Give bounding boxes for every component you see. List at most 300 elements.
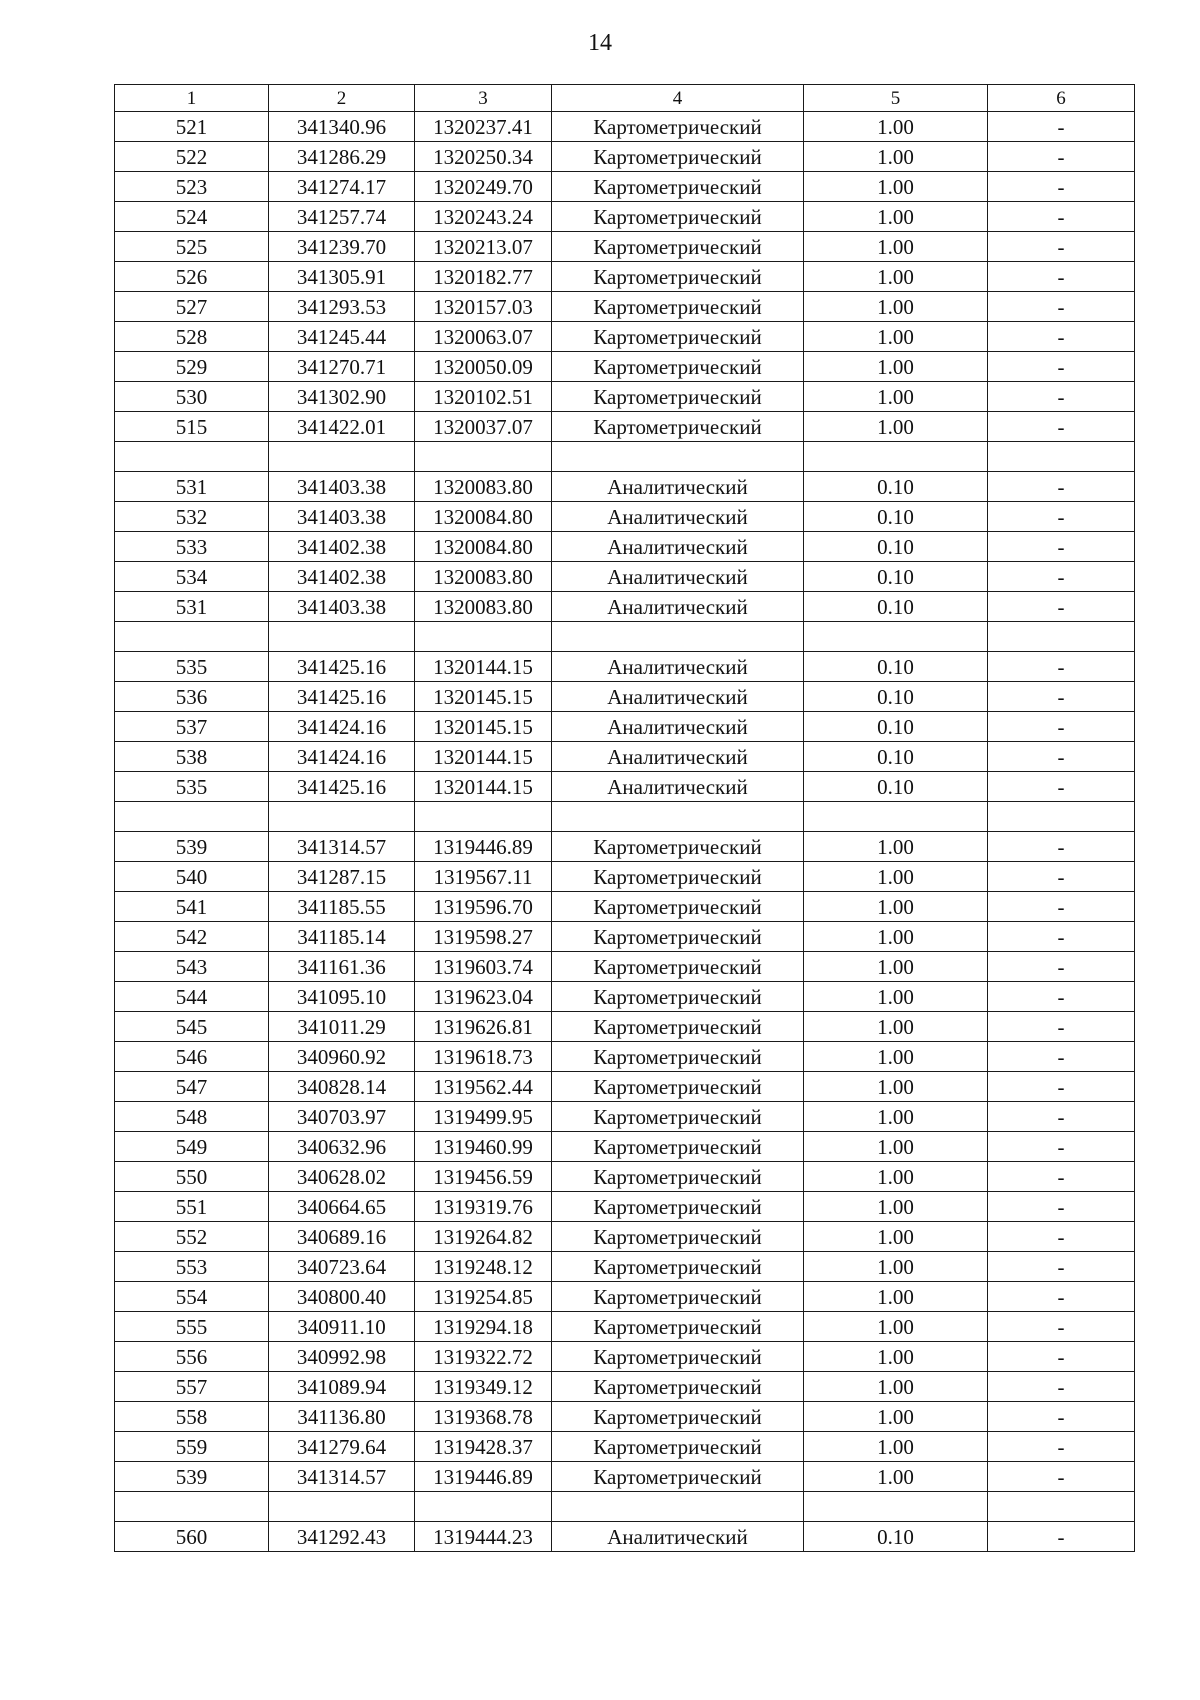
note-cell: - <box>988 1282 1135 1312</box>
point-number-cell: 535 <box>115 772 269 802</box>
method-cell: Картометрический <box>552 1222 804 1252</box>
method-cell: Картометрический <box>552 412 804 442</box>
point-number-cell: 522 <box>115 142 269 172</box>
table-row <box>115 1432 1135 1462</box>
method-cell: Картометрический <box>552 952 804 982</box>
empty-cell <box>115 1492 269 1522</box>
method-cell: Картометрический <box>552 1132 804 1162</box>
x-coordinate-cell: 341403.38 <box>269 592 415 622</box>
note-cell: - <box>988 742 1135 772</box>
x-coordinate-cell: 341287.15 <box>269 862 415 892</box>
table-row <box>115 652 1135 682</box>
point-number-cell: 540 <box>115 862 269 892</box>
point-number-cell: 541 <box>115 892 269 922</box>
method-cell: Картометрический <box>552 292 804 322</box>
point-number-cell: 550 <box>115 1162 269 1192</box>
empty-cell <box>804 802 988 832</box>
note-cell: - <box>988 1462 1135 1492</box>
note-cell: - <box>988 202 1135 232</box>
table-row <box>115 712 1135 742</box>
table-row <box>115 1222 1135 1252</box>
empty-cell <box>415 622 552 652</box>
method-cell: Аналитический <box>552 502 804 532</box>
x-coordinate-cell: 341095.10 <box>269 982 415 1012</box>
note-cell: - <box>988 1222 1135 1252</box>
y-coordinate-cell: 1320083.80 <box>415 472 552 502</box>
y-coordinate-cell: 1319626.81 <box>415 1012 552 1042</box>
note-cell: - <box>988 352 1135 382</box>
y-coordinate-cell: 1319446.89 <box>415 1462 552 1492</box>
method-cell: Аналитический <box>552 712 804 742</box>
method-cell: Картометрический <box>552 382 804 412</box>
note-cell: - <box>988 832 1135 862</box>
x-coordinate-cell: 341425.16 <box>269 652 415 682</box>
empty-cell <box>552 622 804 652</box>
method-cell: Аналитический <box>552 682 804 712</box>
point-number-cell: 545 <box>115 1012 269 1042</box>
y-coordinate-cell: 1320083.80 <box>415 562 552 592</box>
note-cell: - <box>988 1042 1135 1072</box>
method-cell: Картометрический <box>552 1252 804 1282</box>
empty-cell <box>415 1492 552 1522</box>
method-cell: Картометрический <box>552 862 804 892</box>
method-cell: Аналитический <box>552 742 804 772</box>
x-coordinate-cell: 341305.91 <box>269 262 415 292</box>
x-coordinate-cell: 341279.64 <box>269 1432 415 1462</box>
point-number-cell: 524 <box>115 202 269 232</box>
point-number-cell: 539 <box>115 832 269 862</box>
table-row <box>115 1132 1135 1162</box>
accuracy-cell: 1.00 <box>804 862 988 892</box>
table-row <box>115 1342 1135 1372</box>
method-cell: Картометрический <box>552 1192 804 1222</box>
y-coordinate-cell: 1320037.07 <box>415 412 552 442</box>
empty-cell <box>115 622 269 652</box>
table-row <box>115 1192 1135 1222</box>
empty-cell <box>804 442 988 472</box>
note-cell: - <box>988 112 1135 142</box>
table-spacer-row <box>115 622 1135 652</box>
accuracy-cell: 1.00 <box>804 1312 988 1342</box>
accuracy-cell: 1.00 <box>804 1282 988 1312</box>
x-coordinate-cell: 341403.38 <box>269 472 415 502</box>
y-coordinate-cell: 1320157.03 <box>415 292 552 322</box>
table-row <box>115 1072 1135 1102</box>
method-cell: Картометрический <box>552 1102 804 1132</box>
note-cell: - <box>988 1432 1135 1462</box>
x-coordinate-cell: 340800.40 <box>269 1282 415 1312</box>
table-row <box>115 952 1135 982</box>
y-coordinate-cell: 1319603.74 <box>415 952 552 982</box>
point-number-cell: 551 <box>115 1192 269 1222</box>
accuracy-cell: 1.00 <box>804 292 988 322</box>
x-coordinate-cell: 341257.74 <box>269 202 415 232</box>
table-row <box>115 562 1135 592</box>
column-header-2: 2 <box>269 85 415 112</box>
accuracy-cell: 1.00 <box>804 1042 988 1072</box>
accuracy-cell: 0.10 <box>804 682 988 712</box>
x-coordinate-cell: 341422.01 <box>269 412 415 442</box>
table-row <box>115 1042 1135 1072</box>
empty-cell <box>269 802 415 832</box>
method-cell: Аналитический <box>552 1522 804 1552</box>
accuracy-cell: 1.00 <box>804 1072 988 1102</box>
column-header-3: 3 <box>415 85 552 112</box>
point-number-cell: 549 <box>115 1132 269 1162</box>
point-number-cell: 543 <box>115 952 269 982</box>
note-cell: - <box>988 1132 1135 1162</box>
y-coordinate-cell: 1320083.80 <box>415 592 552 622</box>
method-cell: Аналитический <box>552 472 804 502</box>
y-coordinate-cell: 1320145.15 <box>415 682 552 712</box>
note-cell: - <box>988 232 1135 262</box>
note-cell: - <box>988 412 1135 442</box>
method-cell: Картометрический <box>552 1462 804 1492</box>
table-row <box>115 142 1135 172</box>
point-number-cell: 544 <box>115 982 269 1012</box>
x-coordinate-cell: 341402.38 <box>269 562 415 592</box>
table-row <box>115 1402 1135 1432</box>
y-coordinate-cell: 1320145.15 <box>415 712 552 742</box>
method-cell: Картометрический <box>552 1312 804 1342</box>
empty-cell <box>115 442 269 472</box>
method-cell: Картометрический <box>552 892 804 922</box>
accuracy-cell: 0.10 <box>804 772 988 802</box>
table-spacer-row <box>115 1492 1135 1522</box>
x-coordinate-cell: 340723.64 <box>269 1252 415 1282</box>
note-cell: - <box>988 172 1135 202</box>
empty-cell <box>804 622 988 652</box>
table-row <box>115 892 1135 922</box>
point-number-cell: 548 <box>115 1102 269 1132</box>
y-coordinate-cell: 1319368.78 <box>415 1402 552 1432</box>
empty-cell <box>415 802 552 832</box>
method-cell: Картометрический <box>552 1282 804 1312</box>
table-row <box>115 292 1135 322</box>
table-row <box>115 1162 1135 1192</box>
y-coordinate-cell: 1319623.04 <box>415 982 552 1012</box>
empty-cell <box>269 1492 415 1522</box>
accuracy-cell: 1.00 <box>804 1462 988 1492</box>
page-number: 14 <box>588 30 612 56</box>
x-coordinate-cell: 340703.97 <box>269 1102 415 1132</box>
accuracy-cell: 1.00 <box>804 832 988 862</box>
note-cell: - <box>988 712 1135 742</box>
point-number-cell: 531 <box>115 592 269 622</box>
note-cell: - <box>988 982 1135 1012</box>
point-number-cell: 556 <box>115 1342 269 1372</box>
table-row <box>115 472 1135 502</box>
note-cell: - <box>988 1192 1135 1222</box>
x-coordinate-cell: 341424.16 <box>269 742 415 772</box>
x-coordinate-cell: 340960.92 <box>269 1042 415 1072</box>
x-coordinate-cell: 341286.29 <box>269 142 415 172</box>
method-cell: Картометрический <box>552 1042 804 1072</box>
accuracy-cell: 1.00 <box>804 1102 988 1132</box>
accuracy-cell: 1.00 <box>804 1252 988 1282</box>
table-row <box>115 172 1135 202</box>
note-cell: - <box>988 292 1135 322</box>
y-coordinate-cell: 1320102.51 <box>415 382 552 412</box>
x-coordinate-cell: 341292.43 <box>269 1522 415 1552</box>
y-coordinate-cell: 1319264.82 <box>415 1222 552 1252</box>
y-coordinate-cell: 1319567.11 <box>415 862 552 892</box>
method-cell: Картометрический <box>552 202 804 232</box>
note-cell: - <box>988 262 1135 292</box>
method-cell: Аналитический <box>552 562 804 592</box>
y-coordinate-cell: 1319598.27 <box>415 922 552 952</box>
table-spacer-row <box>115 442 1135 472</box>
y-coordinate-cell: 1319618.73 <box>415 1042 552 1072</box>
y-coordinate-cell: 1319562.44 <box>415 1072 552 1102</box>
table-row <box>115 532 1135 562</box>
header-row <box>115 85 1135 112</box>
note-cell: - <box>988 1522 1135 1552</box>
empty-cell <box>269 622 415 652</box>
note-cell: - <box>988 952 1135 982</box>
point-number-cell: 537 <box>115 712 269 742</box>
accuracy-cell: 1.00 <box>804 322 988 352</box>
accuracy-cell: 1.00 <box>804 1162 988 1192</box>
point-number-cell: 536 <box>115 682 269 712</box>
point-number-cell: 560 <box>115 1522 269 1552</box>
x-coordinate-cell: 341402.38 <box>269 532 415 562</box>
note-cell: - <box>988 862 1135 892</box>
accuracy-cell: 1.00 <box>804 1402 988 1432</box>
accuracy-cell: 0.10 <box>804 1522 988 1552</box>
method-cell: Картометрический <box>552 1012 804 1042</box>
y-coordinate-cell: 1319349.12 <box>415 1372 552 1402</box>
accuracy-cell: 0.10 <box>804 532 988 562</box>
y-coordinate-cell: 1320084.80 <box>415 532 552 562</box>
table-row <box>115 502 1135 532</box>
empty-cell <box>269 442 415 472</box>
x-coordinate-cell: 340664.65 <box>269 1192 415 1222</box>
accuracy-cell: 1.00 <box>804 232 988 262</box>
table-row <box>115 1312 1135 1342</box>
accuracy-cell: 1.00 <box>804 952 988 982</box>
table-row <box>115 922 1135 952</box>
method-cell: Картометрический <box>552 322 804 352</box>
point-number-cell: 523 <box>115 172 269 202</box>
table-row <box>115 382 1135 412</box>
note-cell: - <box>988 322 1135 352</box>
accuracy-cell: 1.00 <box>804 262 988 292</box>
empty-cell <box>988 1492 1135 1522</box>
table-row <box>115 832 1135 862</box>
point-number-cell: 555 <box>115 1312 269 1342</box>
x-coordinate-cell: 341424.16 <box>269 712 415 742</box>
method-cell: Картометрический <box>552 262 804 292</box>
table-row <box>115 1282 1135 1312</box>
note-cell: - <box>988 562 1135 592</box>
note-cell: - <box>988 1342 1135 1372</box>
x-coordinate-cell: 341274.17 <box>269 172 415 202</box>
x-coordinate-cell: 341185.14 <box>269 922 415 952</box>
empty-cell <box>804 1492 988 1522</box>
empty-cell <box>988 622 1135 652</box>
note-cell: - <box>988 772 1135 802</box>
note-cell: - <box>988 1072 1135 1102</box>
table-row <box>115 592 1135 622</box>
accuracy-cell: 0.10 <box>804 502 988 532</box>
point-number-cell: 533 <box>115 532 269 562</box>
x-coordinate-cell: 341403.38 <box>269 502 415 532</box>
accuracy-cell: 0.10 <box>804 472 988 502</box>
empty-cell <box>415 442 552 472</box>
point-number-cell: 532 <box>115 502 269 532</box>
empty-cell <box>552 1492 804 1522</box>
x-coordinate-cell: 341293.53 <box>269 292 415 322</box>
y-coordinate-cell: 1320063.07 <box>415 322 552 352</box>
note-cell: - <box>988 472 1135 502</box>
point-number-cell: 525 <box>115 232 269 262</box>
point-number-cell: 554 <box>115 1282 269 1312</box>
note-cell: - <box>988 682 1135 712</box>
y-coordinate-cell: 1319319.76 <box>415 1192 552 1222</box>
y-coordinate-cell: 1319248.12 <box>415 1252 552 1282</box>
point-number-cell: 535 <box>115 652 269 682</box>
empty-cell <box>988 442 1135 472</box>
note-cell: - <box>988 1012 1135 1042</box>
point-number-cell: 528 <box>115 322 269 352</box>
y-coordinate-cell: 1319254.85 <box>415 1282 552 1312</box>
x-coordinate-cell: 341425.16 <box>269 682 415 712</box>
column-header-6: 6 <box>988 85 1135 112</box>
method-cell: Аналитический <box>552 772 804 802</box>
note-cell: - <box>988 592 1135 622</box>
y-coordinate-cell: 1319294.18 <box>415 1312 552 1342</box>
point-number-cell: 538 <box>115 742 269 772</box>
empty-cell <box>552 442 804 472</box>
note-cell: - <box>988 892 1135 922</box>
method-cell: Аналитический <box>552 592 804 622</box>
accuracy-cell: 1.00 <box>804 892 988 922</box>
accuracy-cell: 1.00 <box>804 142 988 172</box>
method-cell: Картометрический <box>552 1402 804 1432</box>
accuracy-cell: 1.00 <box>804 1012 988 1042</box>
y-coordinate-cell: 1320243.24 <box>415 202 552 232</box>
accuracy-cell: 0.10 <box>804 652 988 682</box>
accuracy-cell: 1.00 <box>804 1192 988 1222</box>
x-coordinate-cell: 341425.16 <box>269 772 415 802</box>
y-coordinate-cell: 1320144.15 <box>415 652 552 682</box>
point-number-cell: 557 <box>115 1372 269 1402</box>
method-cell: Картометрический <box>552 112 804 142</box>
y-coordinate-cell: 1320050.09 <box>415 352 552 382</box>
table-row <box>115 232 1135 262</box>
point-number-cell: 521 <box>115 112 269 142</box>
point-number-cell: 531 <box>115 472 269 502</box>
accuracy-cell: 1.00 <box>804 112 988 142</box>
accuracy-cell: 1.00 <box>804 922 988 952</box>
note-cell: - <box>988 1372 1135 1402</box>
y-coordinate-cell: 1319456.59 <box>415 1162 552 1192</box>
note-cell: - <box>988 1162 1135 1192</box>
table-row <box>115 322 1135 352</box>
table-spacer-row <box>115 802 1135 832</box>
y-coordinate-cell: 1320084.80 <box>415 502 552 532</box>
x-coordinate-cell: 340628.02 <box>269 1162 415 1192</box>
method-cell: Картометрический <box>552 1162 804 1192</box>
x-coordinate-cell: 341011.29 <box>269 1012 415 1042</box>
point-number-cell: 527 <box>115 292 269 322</box>
accuracy-cell: 1.00 <box>804 202 988 232</box>
accuracy-cell: 1.00 <box>804 1132 988 1162</box>
table-header <box>115 85 1135 112</box>
note-cell: - <box>988 1252 1135 1282</box>
point-number-cell: 529 <box>115 352 269 382</box>
accuracy-cell: 1.00 <box>804 1342 988 1372</box>
method-cell: Картометрический <box>552 1432 804 1462</box>
table-row <box>115 742 1135 772</box>
x-coordinate-cell: 341161.36 <box>269 952 415 982</box>
note-cell: - <box>988 382 1135 412</box>
table-row <box>115 352 1135 382</box>
x-coordinate-cell: 340992.98 <box>269 1342 415 1372</box>
note-cell: - <box>988 1402 1135 1432</box>
point-number-cell: 534 <box>115 562 269 592</box>
x-coordinate-cell: 341314.57 <box>269 832 415 862</box>
accuracy-cell: 1.00 <box>804 352 988 382</box>
y-coordinate-cell: 1319428.37 <box>415 1432 552 1462</box>
table-row <box>115 1012 1135 1042</box>
column-header-4: 4 <box>552 85 804 112</box>
method-cell: Картометрический <box>552 1342 804 1372</box>
method-cell: Картометрический <box>552 832 804 862</box>
note-cell: - <box>988 1312 1135 1342</box>
x-coordinate-cell: 340911.10 <box>269 1312 415 1342</box>
x-coordinate-cell: 341245.44 <box>269 322 415 352</box>
accuracy-cell: 1.00 <box>804 1222 988 1252</box>
y-coordinate-cell: 1319499.95 <box>415 1102 552 1132</box>
point-number-cell: 547 <box>115 1072 269 1102</box>
column-header-5: 5 <box>804 85 988 112</box>
method-cell: Картометрический <box>552 352 804 382</box>
table-row <box>115 202 1135 232</box>
y-coordinate-cell: 1319446.89 <box>415 832 552 862</box>
x-coordinate-cell: 341089.94 <box>269 1372 415 1402</box>
method-cell: Картометрический <box>552 1372 804 1402</box>
x-coordinate-cell: 341270.71 <box>269 352 415 382</box>
accuracy-cell: 1.00 <box>804 412 988 442</box>
accuracy-cell: 0.10 <box>804 562 988 592</box>
note-cell: - <box>988 922 1135 952</box>
coordinates-table <box>114 84 1135 1552</box>
table-row <box>115 682 1135 712</box>
note-cell: - <box>988 652 1135 682</box>
point-number-cell: 559 <box>115 1432 269 1462</box>
table-row <box>115 862 1135 892</box>
table-row <box>115 1462 1135 1492</box>
accuracy-cell: 1.00 <box>804 982 988 1012</box>
method-cell: Аналитический <box>552 652 804 682</box>
table-row <box>115 1102 1135 1132</box>
empty-cell <box>552 802 804 832</box>
accuracy-cell: 0.10 <box>804 742 988 772</box>
y-coordinate-cell: 1320182.77 <box>415 262 552 292</box>
y-coordinate-cell: 1319444.23 <box>415 1522 552 1552</box>
x-coordinate-cell: 341185.55 <box>269 892 415 922</box>
table-row <box>115 1372 1135 1402</box>
accuracy-cell: 1.00 <box>804 1372 988 1402</box>
point-number-cell: 530 <box>115 382 269 412</box>
table-row <box>115 262 1135 292</box>
note-cell: - <box>988 532 1135 562</box>
point-number-cell: 539 <box>115 1462 269 1492</box>
y-coordinate-cell: 1319460.99 <box>415 1132 552 1162</box>
x-coordinate-cell: 340828.14 <box>269 1072 415 1102</box>
